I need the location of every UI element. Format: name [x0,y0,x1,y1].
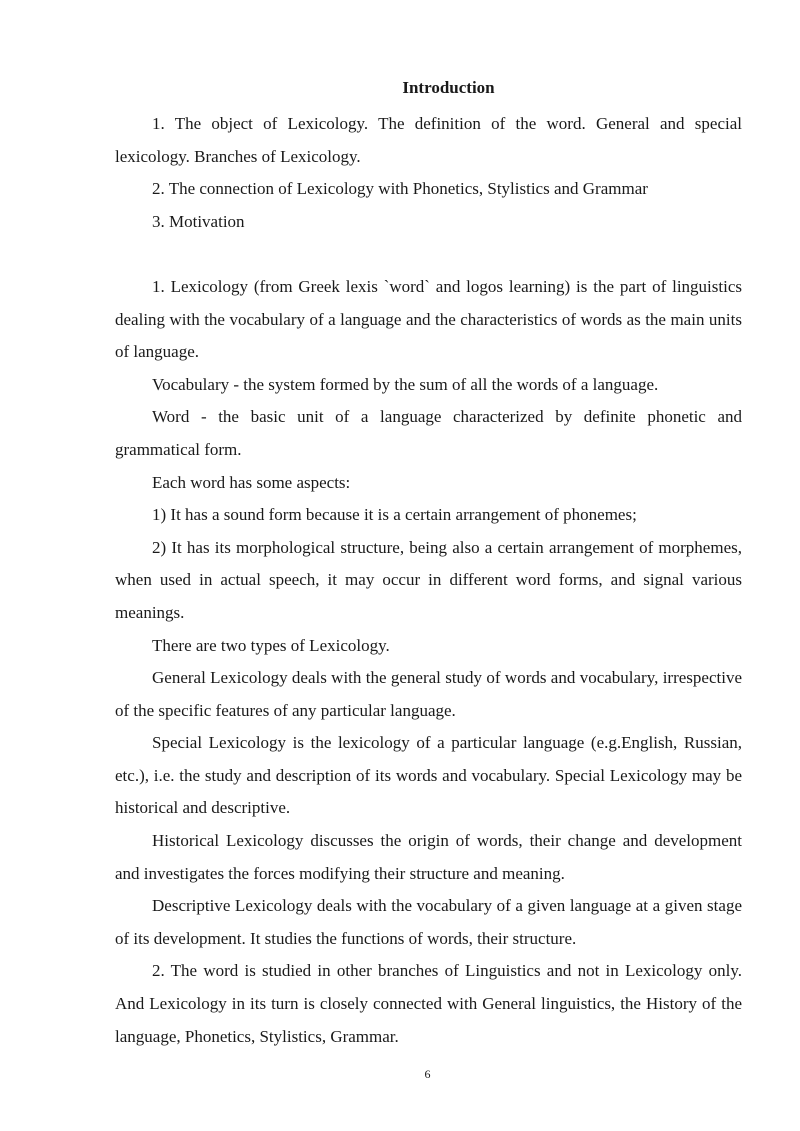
paragraph-historical-lexicology: Historical Lexicology discusses the origin of words, their change and development and investigates the forces modifying their structure and meaning. [115,831,742,883]
paragraph-lexicology-definition: 1. Lexicology (from Greek lexis `word` and logos learning) is the part of linguistics dealing with the vocabulary of a language and the characteristics of words as the main units of language. [115,276,742,362]
paragraph-general-lexicology: General Lexicology deals with the general study of words and vocabulary, irrespective of the specific features of any particular language. [115,668,742,720]
paragraph-aspect-morphology: 2) It has its morphological structure, being also a certain arrangement of morphemes, when used in actual speech, it may occur in different word forms, and signal various meanings. [115,537,742,622]
paragraph-aspect-sound-form: 1) It has a sound form because it is a certain arrangement of phonemes; [152,505,637,525]
paragraph-word-definition: Word - the basic unit of a language characterized by definite phonetic and grammatical form. [115,407,742,459]
paragraph-vocabulary-definition: Vocabulary - the system formed by the sum of all the words of a language. [152,374,659,394]
section-spacer [115,238,742,271]
paragraph-special-lexicology: Special Lexicology is the lexicology of a particular language (e.g.English, Russian, etc.), i.e. the study and description of its words and vocabulary. Special Lexicology may be historical and descriptive. [115,733,742,818]
page-title: Introduction [402,78,495,97]
document-page [115,76,742,1053]
paragraph-descriptive-lexicology: Descriptive Lexicology deals with the vocabulary of a given language at a given stage of its development. It studies the functions of words, their structure. [115,896,742,948]
paragraph-types-of-lexicology: There are two types of Lexicology. [152,635,390,655]
page-number: 6 [424,1067,431,1081]
paragraph-connections: 2. The word is studied in other branches of Linguistics and not in Lexicology only. And Lexicology in its turn is closely connected with General linguistics, the History of the language, Phonetics, Stylistics, Grammar. [115,961,742,1046]
outline-item-1: 1. The object of Lexicology. The definition of the word. General and special lexicology. Branches of Lexicology. [115,114,742,166]
outline-item-2: 2. The connection of Lexicology with Phonetics, Stylistics and Grammar [152,179,648,199]
paragraph-word-aspects: Each word has some aspects: [152,472,351,492]
outline-item-3: 3. Motivation [152,211,245,231]
